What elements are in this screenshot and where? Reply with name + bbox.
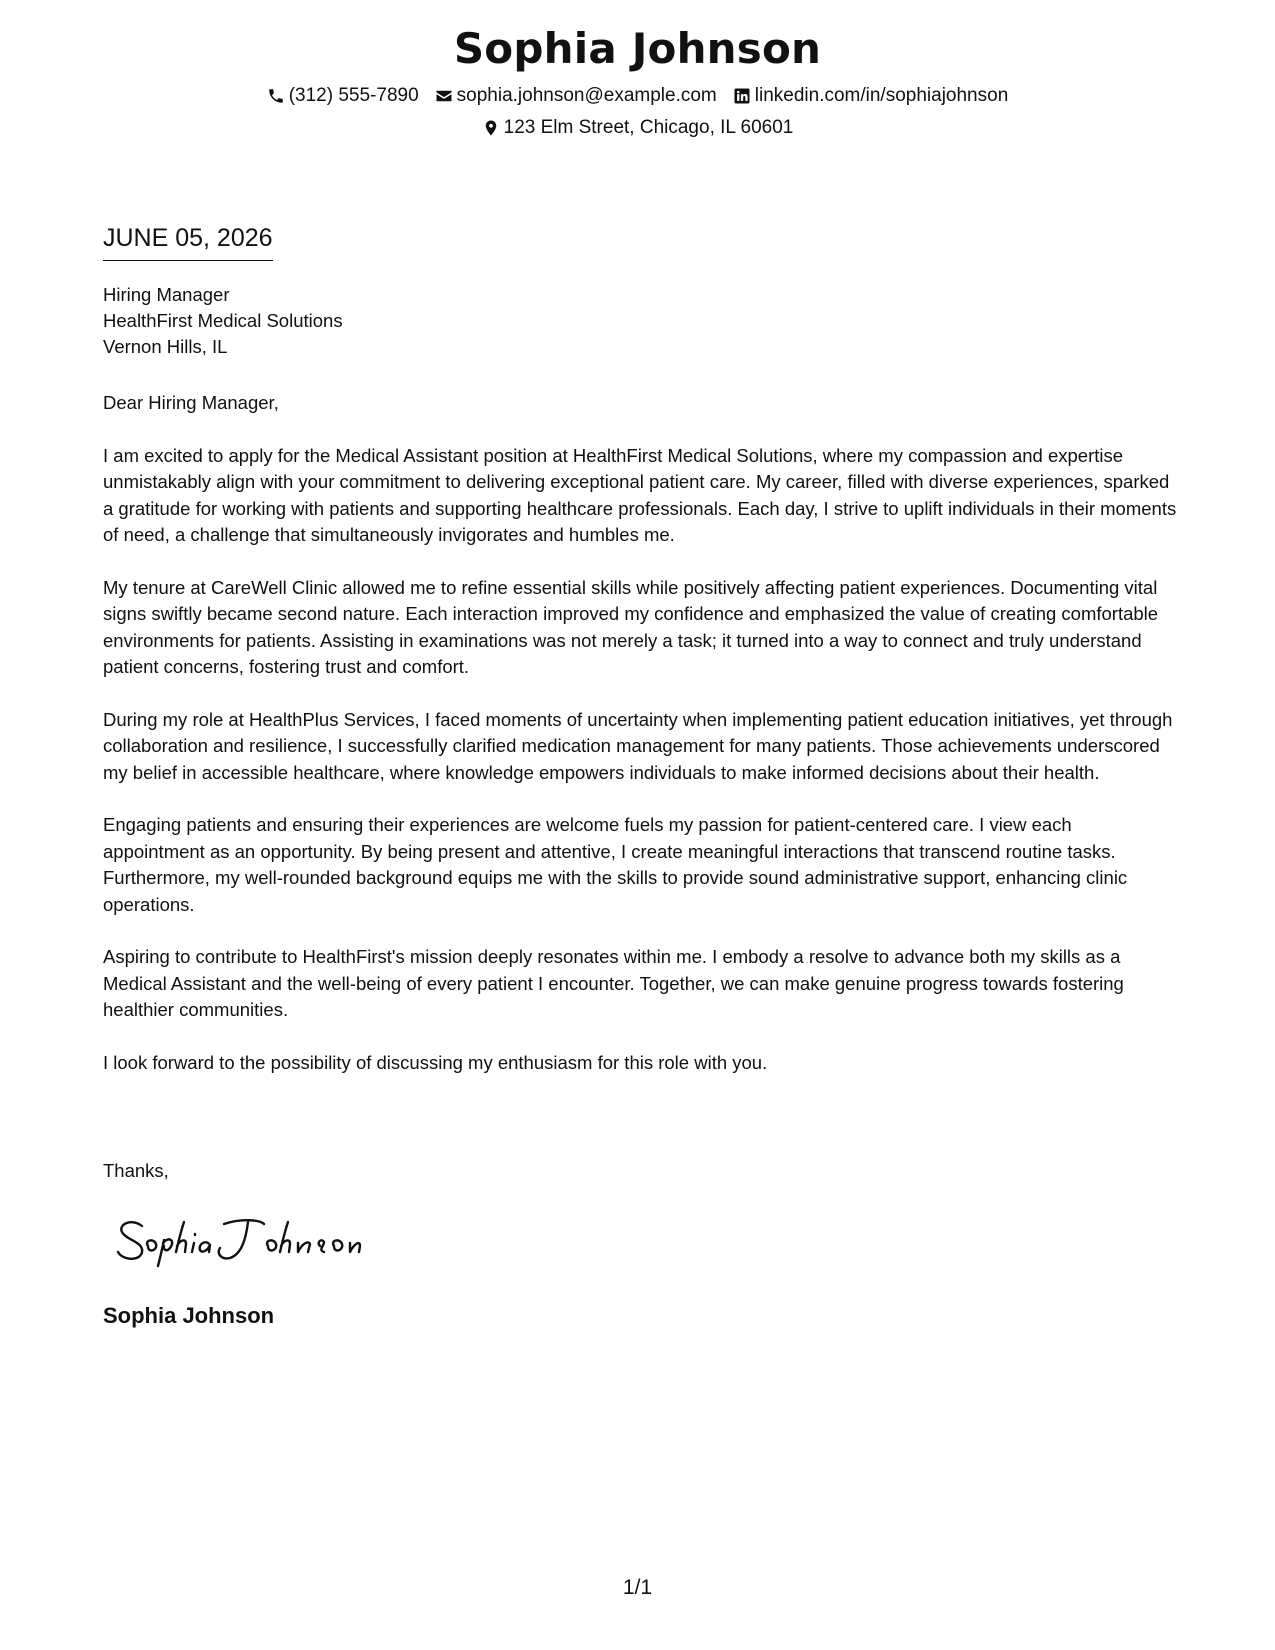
email-contact[interactable]: [435, 82, 717, 110]
phone-icon: [267, 87, 285, 105]
email-text[interactable]: sophia.johnson@example.com: [456, 85, 717, 106]
address-contact: [482, 114, 794, 142]
map-pin-icon: [482, 119, 500, 137]
body-paragraph: Aspiring to contribute to HealthFirst's mission deeply resonates within me. I embody a resolve to advance both my skills as a Medical Assistant and the well-being of every patient I encounter. Together, we can make genuine progress towards fostering healthier communities.: [103, 946, 1124, 1021]
recipient-block: [103, 282, 343, 360]
body-paragraph: My tenure at CareWell Clinic allowed me to refine essential skills while positively affecting patient experiences. Documenting vital signs swiftly became second nature. Each interaction improved my confidence and emphasized the value of creating comfortable environments for patients. Assisting in examinations was not merely a task; it turned into a way to connect and truly understand patient concerns, fostering trust and comfort.: [103, 576, 1159, 678]
applicant-name: Sophia Johnson: [453, 24, 822, 73]
page-number: 1/1: [622, 1576, 653, 1599]
linkedin-text[interactable]: linkedin.com/in/sophiajohnson: [754, 85, 1009, 106]
phone-text: (312) 555-7890: [288, 85, 419, 106]
envelope-icon: [435, 87, 453, 105]
signer-name: Sophia Johnson: [103, 1303, 275, 1328]
linkedin-icon: [733, 87, 751, 105]
linkedin-contact[interactable]: [733, 82, 1009, 110]
contact-row: [0, 82, 1275, 110]
closing: Thanks,: [103, 1160, 169, 1181]
address-row: [0, 114, 1275, 142]
letter-header: [0, 20, 1275, 142]
body-paragraph: During my role at HealthPlus Services, I faced moments of uncertainty when implementing patient education initiatives, yet through collaboration and resilience, I successfully clarified medication management for many patients. Those achievements underscored my belief in accessible healthcare, where knowledge empowers individuals to make informed decisions about their health.: [103, 708, 1173, 783]
body-paragraph: I am excited to apply for the Medical Assistant position at HealthFirst Medical Solutions, where my compassion and expertise unmistakably align with your commitment to delivering exceptional patient care. My career, filled with diverse experiences, sparked a gratitude for working with patients and supporting healthcare professionals. Each day, I strive to uplift individuals in their moments of need, a challenge that simultaneously invigorates and humbles me.: [103, 444, 1177, 546]
address-text: 123 Elm Street, Chicago, IL 60601: [503, 117, 794, 138]
recipient-location: Vernon Hills, IL: [103, 336, 228, 357]
letter-date: JUNE 05, 2026: [103, 222, 273, 261]
salutation: Dear Hiring Manager,: [103, 392, 279, 413]
phone-contact: [267, 82, 419, 110]
recipient-company: HealthFirst Medical Solutions: [103, 310, 343, 331]
body-paragraph: Engaging patients and ensuring their experiences are welcome fuels my passion for patient-centered care. I view each appointment as an opportunity. By being present and attentive, I create meaningful interactions that transcend routine tasks. Furthermore, my well-rounded background equips me with the skills to provide sound administrative support, enhancing clinic operations.: [103, 814, 1128, 915]
recipient-title: Hiring Manager: [103, 284, 230, 305]
letter-body: [103, 390, 1178, 1103]
handwritten-signature: [112, 1210, 362, 1270]
body-paragraph: I look forward to the possibility of discussing my enthusiasm for this role with you.: [103, 1052, 768, 1074]
date-block: [103, 222, 273, 261]
